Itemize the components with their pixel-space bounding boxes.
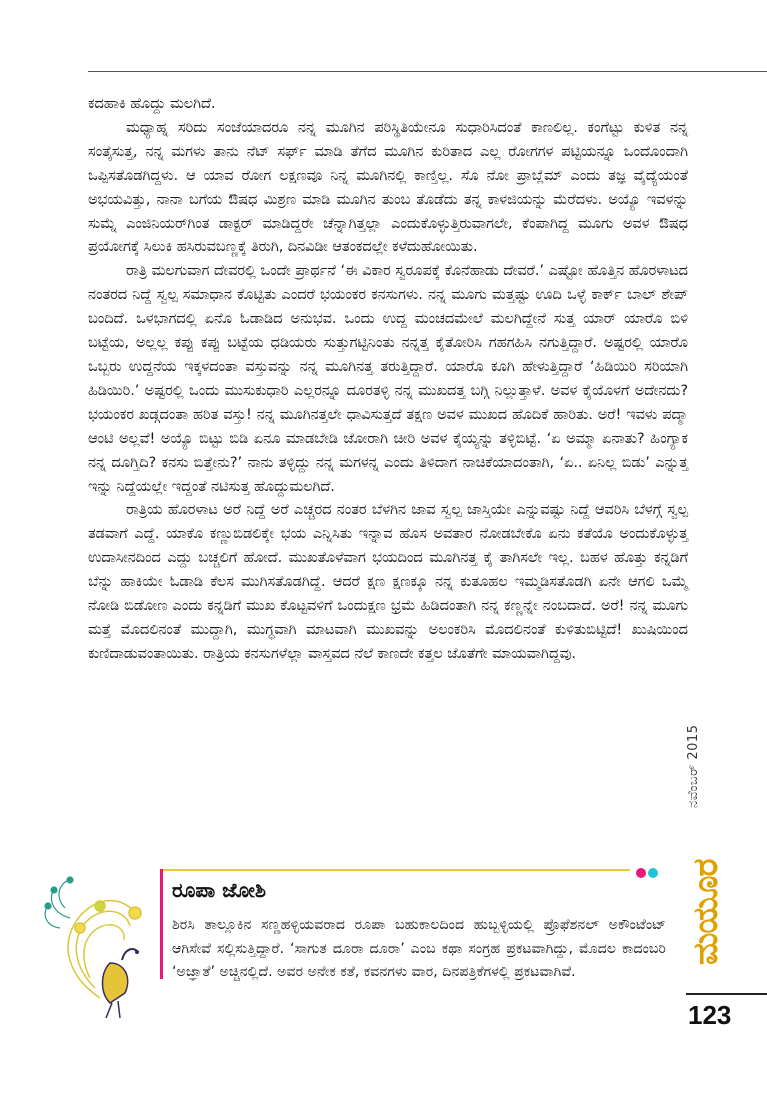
peacock-illustration-icon — [40, 868, 165, 1018]
magazine-logo: ಮಯೂರ — [686, 859, 726, 965]
paragraph-3: ರಾತ್ರಿ ಮಲಗುವಾಗ ದೇವರಲ್ಲಿ ಒಂದೇ ಪ್ರಾರ್ಥನೆ ‘ಈ ವಿಕಾರ ಸ್ವರೂಪಕ್ಕೆ ಕೊನೆಹಾಡು ದೇವರೆ.’ ಎಷ್ಟೋ ಹೊತ್ತಿನ ಹೊರಳಾಟದ ನಂತರದ ನಿದ್ದೆ ಸ್ವಲ್ಪ ಸಮಾಧಾನ ಕೊಟ್ಟಿತು ಎಂದರೆ ಭಯಂಕರ ಕನಸುಗಳು. ನನ್ನ ಮೂಗು ಮತ್ತಷ್ಟು ಊದಿ ಒಳ್ಳೆ ಕಾರ್ಕ್ ಬಾಲ್ ಶೇಪ್ ಬಂದಿದೆ. ಒಳಭಾಗದಲ್ಲಿ ಏನೊ ಓಡಾಡಿದ ಅನುಭವ. ಒಂದು ಉದ್ದ ಮಂಚದಮೇಲೆ ಮಲಗಿದ್ದೇನೆ ಸುತ್ತ ಯಾರ್ ಯಾರೊ ಬಿಳಿ ಬಟ್ಟೆಯ, ಅಲ್ಲಲ್ಲ ಕಪ್ಪು ಕಪ್ಪು ಬಟ್ಟೆಯ ಧಡಿಯರು ಸುತ್ತುಗಟ್ಟಿನಿಂತು ನನ್ನತ್ತ ಕೈತೋರಿಸಿ ಗಹಗಹಿಸಿ ನಗುತ್ತಿದ್ದಾರೆ. ಅಷ್ಟರಲ್ಲಿ ಯಾರೊ ಒಬ್ಬರು ಉದ್ದನೆಯ ಇಕ್ಕಳದಂತಾ ವಸ್ತುವನ್ನು ನನ್ನ ಮೂಗಿನತ್ತ ತರುತ್ತಿದ್ದಾರೆ. ಯಾರೊ ಕೂಗಿ ಹೇಳುತ್ತಿದ್ದಾರೆ ‘ಹಿಡಿಯಿರಿ ಸರಿಯಾಗಿ ಹಿಡಿಯಿರಿ.’ ಅಷ್ಟರಲ್ಲಿ ಒಂದು ಮುಸುಕುಧಾರಿ ಎಲ್ಲರನ್ನೂ ದೂರತಳ್ಳಿ ನನ್ನ ಮುಖದತ್ತ ಬಗ್ಗಿ ನಿಲ್ಲುತ್ತಾಳೆ. ಅವಳ ಕೈಯೊಳಗೆ ಅದೇನದು? ಭಯಂಕರ ಖಡ್ಗದಂತಾ ಹರಿತ ವಸ್ತು! ನನ್ನ ಮೂಗಿನತ್ತಲೇ ಧಾವಿಸುತ್ತದೆ ತಕ್ಷಣ ಅವಳ ಮುಖದ ಹೊದಿಕೆ ಹಾರಿತು. ಅರೆ! ಇವಳು ಪದ್ಮಾ ಆಂಟಿ ಅಲ್ಲವೆ! ಅಯ್ಯೊ ಬಿಟ್ಟು ಬಿಡಿ ಏನೂ ಮಾಡಬೇಡಿ ಜೋರಾಗಿ ಚೀರಿ ಅವಳ ಕೈಯ್ಯನ್ನು ತಳ್ಳಿಬಿಟ್ಟೆ. ‘ಏ ಅಮ್ಮಾ ಏನಾತು? ಹಿಂಗ್ಯಾಕ ನನ್ನ ದೂಗ್ತಿದಿ? ಕನಸು ಬಿತ್ತೇನು?’ ನಾನು ತಳ್ಳಿದ್ದು ನನ್ನ ಮಗಳನ್ನ ಎಂದು ತಿಳಿದಾಗ ನಾಚಿಕೆಯಾದಂತಾಗಿ, ‘ಏ.. ಏನಿಲ್ಲ ಬಿಡು’ ಎನ್ನುತ್ತ ಇನ್ನು ನಿದ್ದೆಯಲ್ಲೇ ಇದ್ದಂತೆ ನಟಿಸುತ್ತ ಹೊದ್ದುಮಲಗಿದೆ. — [88, 262, 688, 495]
page-number-rule — [686, 993, 767, 995]
author-box-top-border — [160, 869, 630, 871]
paragraph-4: ರಾತ್ರಿಯ ಹೊರಳಾಟ ಅರೆ ನಿದ್ದೆ ಅರೆ ಎಚ್ಚರದ ನಂತರ ಬೆಳಗಿನ ಜಾವ ಸ್ವಲ್ಪ ಜಾಸ್ತಿಯೇ ಎನ್ನುವಷ್ಟು ನಿದ್ದೆ ಆವರಿಸಿ ಬೆಳಗ್ಗೆ ಸ್ವಲ್ಪ ತಡವಾಗೆ ಎದ್ದೆ. ಯಾಕೊ ಕಣ್ಣುಬಿಡಲಿಕ್ಕೇ ಭಯ ಎನ್ನಿಸಿತು ಇನ್ನಾವ ಹೊಸ ಅವತಾರ ನೋಡಬೇಕೊ ಏನು ಕತೆಯೊ ಅಂದುಕೊಳ್ಳುತ್ತ ಉದಾಸೀನದಿಂದ ಎದ್ದು ಬಚ್ಚಲಿಗೆ ಹೋದೆ. ಮುಖತೊಳೆವಾಗ ಭಯದಿಂದ ಮೂಗಿನತ್ತ ಕೈ ತಾಗಿಸಲೇ ಇಲ್ಲ. ಬಹಳ ಹೊತ್ತು ಕನ್ನಡಿಗೆ ಬೆನ್ನು ಹಾಕಿಯೇ ಓಡಾಡಿ ಕೆಲಸ ಮುಗಿಸತೊಡಗಿದ್ದೆ. ಆದರೆ ಕ್ಷಣ ಕ್ಷಣಕ್ಕೂ ನನ್ನ ಕುತೂಹಲ ಇಮ್ಮಡಿಸತೊಡಗಿ ಏನೇ ಆಗಲಿ ಒಮ್ಮೆ ನೋಡಿ ಬಿಡೋಣ ಎಂದು ಕನ್ನಡಿಗೆ ಮುಖ ಕೊಟ್ಟವಳಿಗೆ ಒಂದುಕ್ಷಣ ಭ್ರಮೆ ಹಿಡಿದಂತಾಗಿ ನನ್ನ ಕಣ್ಣನ್ನೇ ನಂಬದಾದೆ. ಅರೆ! ನನ್ನ ಮೂಗು ಮತ್ತೆ ಮೊದಲಿನಂತೆ ಮುದ್ದಾಗಿ, ಮುಗ್ಧವಾಗಿ ಮಾಟವಾಗಿ ಮುಖವನ್ನು ಅಲಂಕರಿಸಿ ಮೊದಲಿನಂತೆ ಕುಳಿತುಬಿಟ್ಟಿದೆ! ಖುಷಿಯಿಂದ ಕುಣಿದಾಡುವಂತಾಯಿತು. ರಾತ್ರಿಯ ಕನಸುಗಳೆಲ್ಲಾ ವಾಸ್ತವದ ನೆಲೆ ಕಾಣದೇ ಕತ್ತಲ ಜೊತೆಗೇ ಮಾಯವಾಗಿದ್ದವು. — [88, 501, 688, 662]
author-bio: ಶಿರಸಿ ತಾಲ್ಲೂಕಿನ ಸಣ್ಣಹಳ್ಳಿಯವರಾದ ರೂಪಾ ಬಹುಕಾಲದಿಂದ ಹುಬ್ಬಳ್ಳಿಯಲ್ಲಿ ಪ್ರೊಫೆಶನಲ್ ಅಕೌಂಟೆಂಟ್ ಆಗಿಸೇವೆ ಸಲ್ಲಿಸುತ್ತಿದ್ದಾರೆ. ‘ಸಾಗುತ ದೂರಾ ದೂರಾ’ ಎಂಬ ಕಥಾ ಸಂಗ್ರಹ ಪ್ರಕಟವಾಗಿದ್ದು, ಮೊದಲ ಕಾದಂಬರಿ ‘ಅಜ್ಞಾತೆ’ ಅಚ್ಚಿನಲ್ಲಿದೆ. ಅವರ ಅನೇಕ ಕತೆ, ಕವನಗಳು ವಾರ, ದಿನಪತ್ರಿಕೆಗಳಲ್ಲಿ ಪ್ರಕಟವಾಗಿವೆ. — [172, 917, 666, 980]
top-rule — [88, 71, 767, 72]
article-body — [88, 92, 688, 666]
paragraph-2: ಮಧ್ಯಾಹ್ನ ಸರಿದು ಸಂಜೆಯಾದರೂ ನನ್ನ ಮೂಗಿನ ಪರಿಸ್ಥಿತಿಯೇನೂ ಸುಧಾರಿಸಿದಂತೆ ಕಾಣಲಿಲ್ಲ. ಕಂಗೆಟ್ಟು ಕುಳಿತ ನನ್ನ ಸಂತೈಸುತ್ತ, ನನ್ನ ಮಗಳು ತಾನು ನೆಟ್ ಸರ್ಫ್ ಮಾಡಿ ತೆಗೆದ ಮೂಗಿನ ಕುರಿತಾದ ಎಲ್ಲ ರೋಗಗಳ ಪಟ್ಟಿಯನ್ನೂ ಒಂದೊಂದಾಗಿ ಒಪ್ಪಿಸತೊಡಗಿದ್ದಳು. ಆ ಯಾವ ರೋಗ ಲಕ್ಷಣವೂ ನಿನ್ನ ಮೂಗಿನಲ್ಲಿ ಕಾಣ್ತಿಲ್ಲ. ಸೊ ನೋ ಪ್ರಾಬ್ಲೆಮ್ ಎಂದು ತಜ್ಞ ವೈದ್ಯೆಯಂತೆ ಅಭಯವಿತ್ತು, ನಾನಾ ಬಗೆಯ ಔಷಧ ಮಿಶ್ರಣ ಮಾಡಿ ಮೂಗಿನ ತುಂಬ ತೊಡೆದು ತನ್ನ ಕಾಳಜಿಯನ್ನು ಮೆರೆದಳು. ಅಯ್ಯೊ ಇವಳನ್ನು ಸುಮ್ನೆ ಎಂಜಿನಿಯರ್‌ಗಿಂತ ಡಾಕ್ಟರ್ ಮಾಡಿದ್ದರೇ ಚೆನ್ನಾಗಿತ್ತಲ್ಲಾ ಎಂದುಕೊಳ್ಳುತ್ತಿರುವಾಗಲೇ, ಕೆಂಪಾಗಿದ್ದ ಮೂಗು ಅವಳ ಔಷಧ ಪ್ರಯೋಗಕ್ಕೆ ಸಿಲುಕಿ ಹಸಿರುವಬಣ್ಣಕ್ಕೆ ತಿರುಗಿ, ದಿನವಿಡೀ ಆತಂಕದಲ್ಲೇ ಕಳೆದುಹೋಯಿತು. — [88, 118, 688, 256]
issue-date: ನವೆಂಬರ್ 2015 — [686, 724, 701, 808]
page-number: 123 — [688, 1000, 732, 1030]
author-box-left-border — [160, 869, 163, 979]
paragraph-1: ಕದಹಾಕಿ ಹೊದ್ದು ಮಲಗಿದೆ. — [88, 95, 216, 112]
author-name: ರೂಪಾ ಜೋಶಿ — [172, 878, 266, 902]
